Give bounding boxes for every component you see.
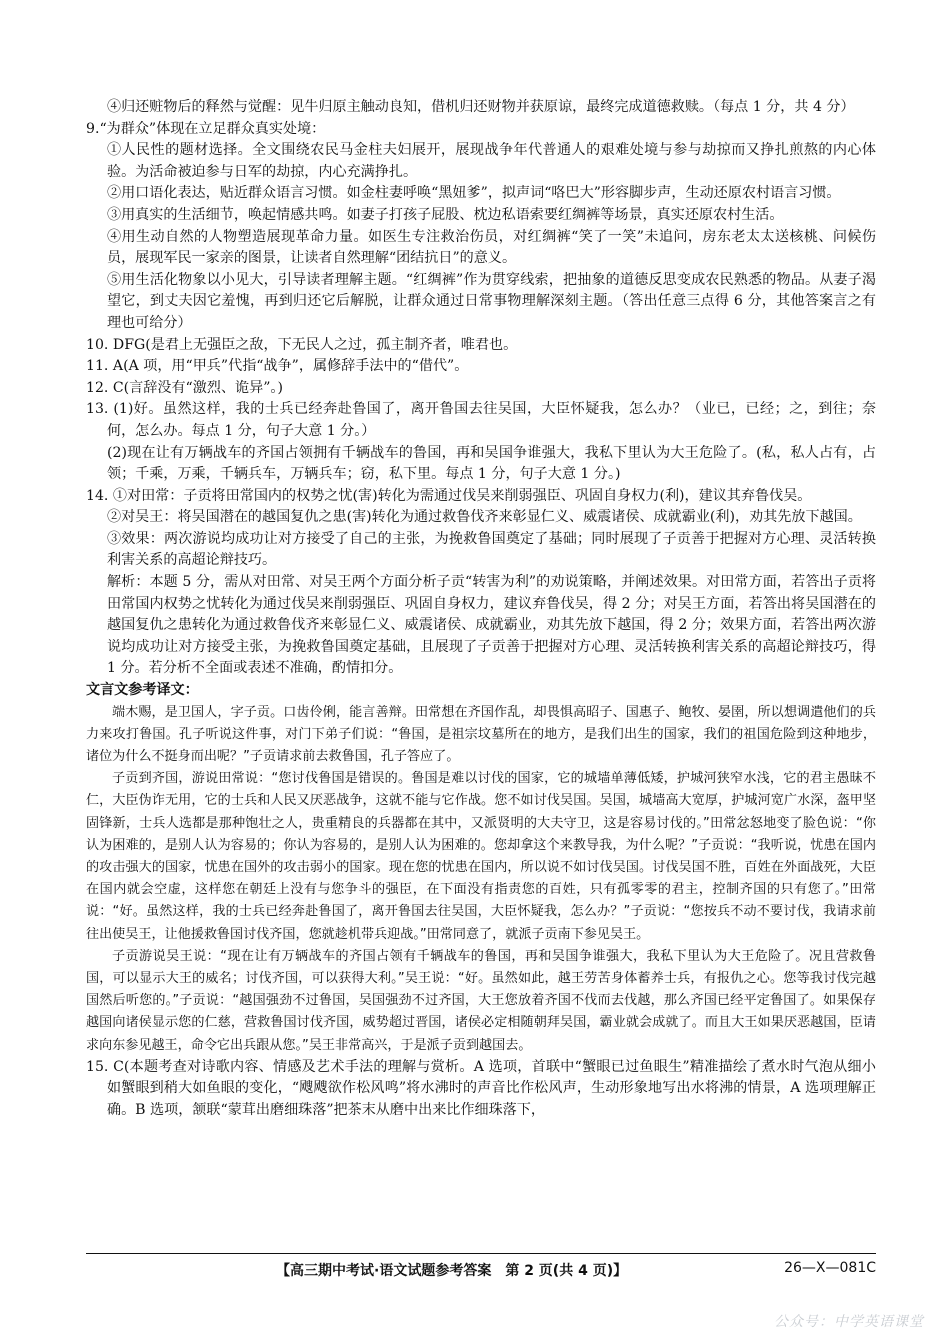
footer-code: 26—X—081C — [784, 1260, 876, 1276]
footer-title: 【高三期中考试·语文试题参考答案 第 2 页(共 4 页)】 — [276, 1263, 628, 1279]
answer-item: 14. ①对田常：子贡将田常国内的权势之忧(害)转化为需通过伐吴来削弱强臣、巩固自身权力(利)，建议其弃鲁伐吴。 — [86, 487, 812, 504]
answer-list-continued — [86, 1057, 876, 1122]
page-footer — [86, 1253, 876, 1278]
answer-item: 13. (1)好。虽然这样，我的士兵已经奔赴鲁国了，离开鲁国去往吴国，大臣怀疑我，怎么办？（业已，已经；之，到往；奈何，怎么办。每点 1 分，句子大意 1 分。） — [86, 401, 876, 439]
answer-item: ①人民性的题材选择。全文围绕农民马金柱夫妇展开，展现战争年代普通人的艰难处境与参与劫掠而又挣扎煎熬的内心体验。为活命被迫参与日军的劫掠，内心充满挣扎。 — [107, 142, 876, 180]
translation-paragraph: 端木赐，是卫国人，字子贡。口齿伶俐，能言善辩。田常想在齐国作乱，却畏惧高昭子、国惠子、鲍牧、晏圉，所以想调遣他们的兵力来攻打鲁国。孔子听说这件事，对门下弟子们说：“鲁国，是祖宗坟墓所在的地方，是我们出生的国家，我们的祖国危险到这种地步，诸位为什么不挺身而出呢？”子贡请求前去救鲁国，孔子答应了。 — [86, 704, 876, 765]
translation-paragraph: 子贡到齐国，游说田常说：“您讨伐鲁国是错误的。鲁国是难以讨伐的国家，它的城墙单薄低矮，护城河狭窄水浅，它的君主愚昧不仁，大臣伪诈无用，它的士兵和人民又厌恶战争，这就不能与它作战。您不如讨伐吴国。吴国，城墙高大宽厚，护城河宽广水深，盔甲坚固锋新，士兵人选都是那种饱壮之人，贵重精良的兵器都在其中，又派贤明的大夫守卫，这是容易讨伐的。”田常忿怒地变了脸色说：“你认为困难的，是别人认为容易的；你认为容易的，是别人认为困难的。您却拿这个来教导我，为什么呢？”子贡说：“我听说，忧患在国内的攻击强大的国家，忧患在国外的攻击弱小的国家。现在您的忧患在国内，所以说不如讨伐吴国。讨伐吴国不胜，百姓在外面战死，大臣在国内就会空虚，这样您在朝廷上没有与您争斗的强臣，在下面没有指责您的百姓，只有孤零零的君主，控制齐国的只有您了。”田常说：“好。虽然这样，我的士兵已经奔赴鲁国了，离开鲁国去往吴国，大臣怀疑我，怎么办？”子贡说：“您按兵不动不要讨伐，我请求前往出使吴王，让他援救鲁国讨伐齐国，您就趁机带兵迎战。”田常同意了，就派子贡南下参见吴王。 — [86, 771, 876, 942]
answer-item: 解析：本题 5 分，需从对田常、对吴王两个方面分析子贡“转害为利”的劝说策略，并阐述效果。对田常方面，若答出子贡将田常国内权势之忧转化为通过伐吴来削弱强臣、巩固自身权力，建议弃鲁伐吴，得 2 分；对吴王方面，若答出将吴国潜在的越国复仇之患转化为通过救鲁伐齐来彰显仁义、威震诸侯、成就霸业，劝其先放下越国，得 2 分；效果方面，若答出两次游说均成功让对方接受主张，为挽救鲁国奠定基础，且展现了子贡善于把握对方心理、灵活转换利害关系的高超论辩技巧，得 1 分。若分析不全面或表述不准确，酌情扣分。 — [107, 574, 876, 677]
answer-item: 12. C(言辞没有“激烈、诡异”。) — [86, 379, 283, 396]
translation-body — [86, 702, 876, 1057]
answer-content — [86, 97, 876, 1122]
translation-paragraph: 子贡游说吴王说：“现在让有万辆战车的齐国占领有千辆战车的鲁国，再和吴国争谁强大，我私下里认为大王危险了。况且营救鲁国，可以显示大王的威名；讨伐齐国，可以获得大利。”吴王说：“好。虽然如此，越王劳苦身体蓄养士兵，有报仇之心。您等我讨伐完越国然后听您的。”子贡说：“越国强劲不过鲁国，吴国强劲不过齐国，大王您放着齐国不伐而去伐越，那么齐国已经平定鲁国了。如果保存越国向诸侯显示您的仁慈，营救鲁国讨伐齐国，威势超过晋国，诸侯必定相随朝拜吴国，霸业就会成就了。而且大王如果厌恶越国，臣请求向东参见越王，命令它出兵跟从您。”吴王非常高兴，于是派子贡到越国去。 — [86, 948, 876, 1053]
answer-item: ④归还赃物后的释然与觉醒：见牛归原主触动良知，借机归还财物并获原谅，最终完成道德救赎。（每点 1 分，共 4 分） — [107, 99, 855, 115]
translation-heading: 文言文参考译文： — [86, 682, 199, 699]
answer-item: ③效果：两次游说均成功让对方接受了自己的主张，为挽救鲁国奠定了基础；同时展现了子贡善于把握对方心理、灵活转换利害关系的高超论辩技巧。 — [107, 530, 876, 569]
answer-item: ②用口语化表达，贴近群众语言习惯。如金柱妻呼唤“黑妞爹”，拟声词“咯巴大”形容脚步声，生动还原农村语言习惯。 — [107, 185, 841, 202]
answer-item: 9.“为群众”体现在立足群众真实处境： — [86, 120, 326, 137]
answer-item: 10. DFG(是君上无强臣之敌，下无民人之过，孤主制齐者，唯君也。 — [86, 336, 518, 353]
answer-item: ②对吴王：将吴国潜在的越国复仇之患(害)转化为通过救鲁伐齐来彰显仁义、威震诸侯、成就霸业(利)，劝其先放下越国。 — [107, 509, 862, 526]
answer-item: (2)现在让有万辆战车的齐国占领拥有千辆战车的鲁国，再和吴国争谁强大，我私下里认为大王危险了。(私，私人占有，占领；千乘，万乘，千辆兵车，万辆兵车；窃，私下里。每点 1 分，句子大意 1 分。) — [107, 444, 876, 483]
answer-item: ④用生动自然的人物塑造展现革命力量。如医生专注救治伤员，对红绸裤“笑了一笑”未追问，房东老太太送核桃、问候伤员，展现军民一家亲的图景，让读者自然理解“团结抗日”的意义。 — [107, 228, 876, 267]
answer-list — [86, 97, 876, 680]
answer-item: ⑤用生活化物象以小见大，引导读者理解主题。“红绸裤”作为贯穿线索，把抽象的道德反思变成农民熟悉的物品。从妻子渴望它，到丈夫因它羞愧，再到归还它后解脱，让群众通过日常事物理解深刻主题。（答出任意三点得 6 分，其他答案言之有理也可给分） — [107, 271, 876, 331]
watermark: 公众号：中学英语课堂 — [774, 1314, 924, 1330]
answer-item-continued: 15. C(本题考查对诗歌内容、情感及艺术手法的理解与赏析。A 选项，首联中“蟹眼已过鱼眼生”精准描绘了煮水时气泡从细小如蟹眼到稍大如鱼眼的变化，“飕飕欲作松风鸣”将水沸时的声音比作松风声，生动形象地写出水将沸的情景，A 选项理解正确。B 选项，颔联“蒙茸出磨细珠落”把茶末从磨中出来比作细珠落下， — [86, 1058, 876, 1119]
answer-item: ③用真实的生活细节，唤起情感共鸣。如妻子打孩子屁股、枕边私语索要红绸裤等场景，真实还原农村生活。 — [107, 206, 784, 223]
answer-item: 11. A(A 项，用“甲兵”代指“战争”，属修辞手法中的“借代”。 — [86, 358, 469, 375]
